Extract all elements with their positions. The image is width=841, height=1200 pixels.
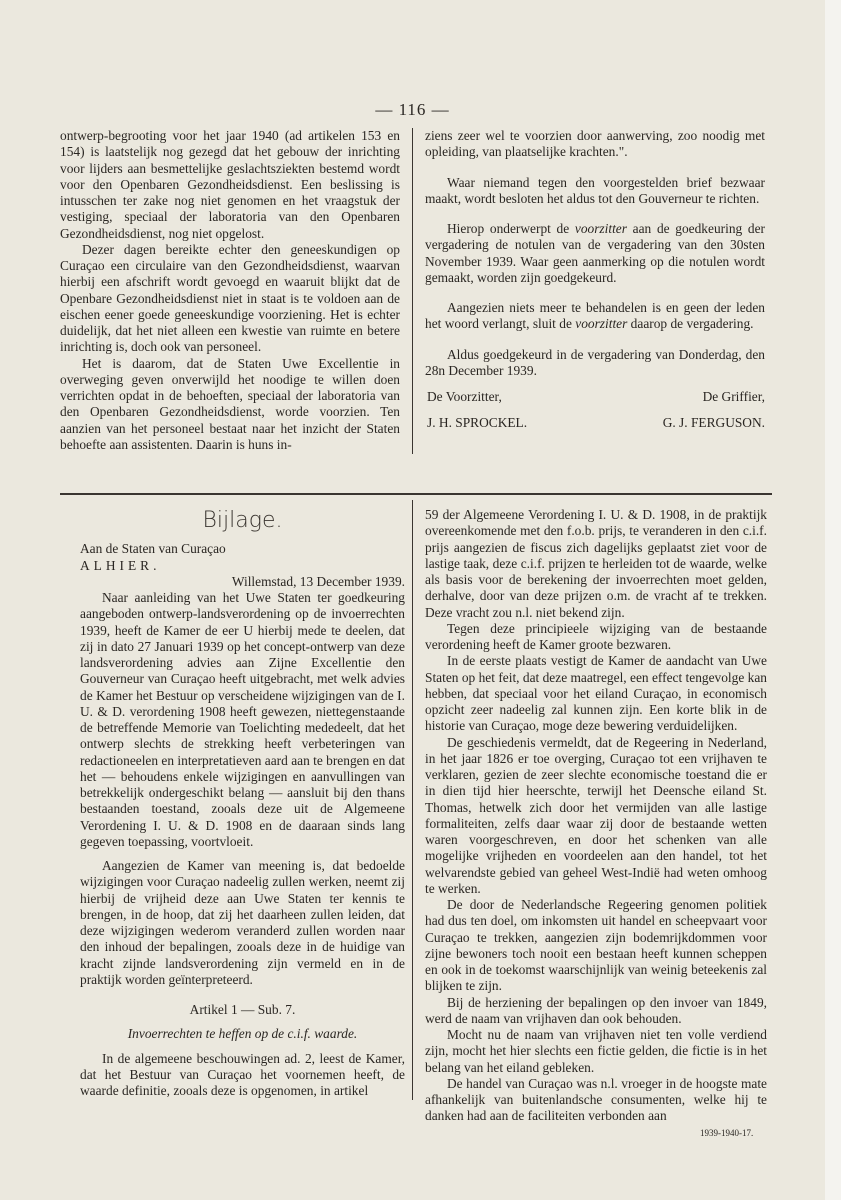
- signature-names: [425, 415, 765, 431]
- address-line: Aan de Staten van Curaçao: [80, 541, 226, 557]
- article-subheading: Invoerrechten te heffen op de c.i.f. waarde.: [127, 1026, 358, 1042]
- paragraph: In de eerste plaats vestigt de Kamer de aandacht van Uwe Staten op het feit, dat deze maatregel, een effect tengevolge kan hebben, dat speciaal voor het eiland Curaçao, in economisch opzicht zeer nadeelig zal kunnen zijn. Een korte blik in de historie van Curaçao, moge deze bewering verduidelijken.: [425, 653, 767, 734]
- paragraph: De handel van Curaçao was n.l. vroeger in de hoogste mate afhankelijk van buitenlandsche consumenten, welke hij te danken had aan de faciliteiten verbonden aan: [425, 1075, 767, 1124]
- signature-titles: [425, 389, 765, 405]
- paragraph: Het is daarom, dat de Staten Uwe Excellentie in overweging geven onverwijld het noodige te willen doen verrichten opdat in de behoeften, speciaal der laboratoria van den Openbaren Gezondheidsdienst, worde voorzien. Ten aanzien van het personeel bestaat naar het inzicht der Staten behoefte aan assistenten. Daarin is huns in-: [60, 355, 400, 452]
- paragraph: Naar aanleiding van het Uwe Staten ter goedkeuring aangeboden ontwerp-landsverordening op de invoerrechten 1939, heeft de Kamer de eer U hierbij mede te deelen, dat zij in dato 27 Januari 1939 op het concept-ontwerp van deze landsverordening advies aan Zijne Excellentie den Gouverneur van Curaçao heeft uitgebracht, met welk advies de Kamer het Bestuur op verscheidene wijzigingen van de I. U. & D. verordening 1908 heeft gewezen, niettegenstaande de betreffende Memorie van Toelichting mededeelt, dat het ontwerp slechts de strekking heeft verbeteringen van redactioneelen en interpretatieven aard aan te brengen en dat het — behoudens enkele wijzigingen en aanvullingen van betrekkelijk ondergeschikt belang — aansluit bij den thans bestaanden toestand, zooals deze uit de Algemeene Verordening I. U. & D. 1908 en de daaraan sinds lang gegeven toepassing, voortvloeit.: [80, 590, 405, 849]
- paragraph: De geschiedenis vermeldt, dat de Regeering in Nederland, in het jaar 1826 er toe overging, Curaçao tot een vrijhaven te verklaren, gezien de zeer slechte economische toestand die er in dien tijd hier heerschte, terwijl het Deensche eiland St. Thomas, hetwelk zich door het vermijden van alle lastige formaliteiten, zelfs daar waar zij door de bestaande wetten waren voorgeschreven, en door het schenken van alle mogelijke vrijheden en voordeelen aan den handel, tot het welvarendste gebied van geheel West-Indië had weten omhoog te werken.: [425, 734, 767, 896]
- address-caps: ALHIER.: [80, 557, 161, 573]
- paragraph: [425, 221, 765, 286]
- column-divider-bottom: [412, 500, 413, 1100]
- column-divider-top: [412, 128, 413, 454]
- paragraph: Aangezien de Kamer van meening is, dat bedoelde wijzigingen voor Curaçao nadeelig zullen werken, neemt zij hierbij de vrijheid deze aan Uwe Staten ter kennis te brengen, in de hoop, dat zij het daarheen zullen leiden, dat deze wijzigingen wederom veranderd zullen worden naar den inhoud der bepalingen, zooals deze in de huidige van kracht zijnde landsverordening zijn vermeld en in de praktijk worden geïnterpreteerd.: [80, 858, 405, 987]
- paragraph: Aldus goedgekeurd in de vergadering van Donderdag, den 28n December 1939.: [425, 346, 765, 378]
- text: Hierop onderwerpt de: [447, 221, 575, 236]
- text-italic: voorzitter: [575, 316, 628, 332]
- paragraph: Dezer dagen bereikte echter den geneeskundigen op Curaçao een circulaire van den Gezondheidsdienst, waarvan hierbij een afschrift wordt gevoegd en waaruit blijkt dat de Openbare Gezondheidsdienst niet in staat is te voldoen aan de eischen eener goede geneeskundige voorziening. Het is echter duidelijk, dat het niet alleen een kwestie van ruimte en betere inrichting is, doch ook van personeel.: [60, 241, 400, 355]
- top-left-column: [60, 128, 400, 453]
- page-number: — 116 —: [375, 100, 450, 119]
- text-italic: voorzitter: [574, 221, 627, 236]
- paragraph: Tegen deze principieele wijziging van de bestaande verordening heeft de Kamer groote bezwaren.: [425, 620, 767, 652]
- paragraph: [425, 300, 765, 333]
- paragraph: De door de Nederlandsche Regeering genomen politiek had dus ten doel, om inkomsten uit handel en scheepvaart voor Curaçao te trekken, aangezien zijn bodemrijkdommen voor zijne bewoners toch nooit een bestaan heeft kunnen scheppen en ook in de toekomst waarschijnlijk van weinig beteekenis zal blijken te zijn.: [425, 897, 767, 994]
- bijlage-title: Bijlage.: [202, 508, 283, 533]
- signature-title-right: De Griffier,: [702, 389, 765, 404]
- section-divider: [60, 493, 772, 495]
- bottom-left-column: [80, 507, 405, 1099]
- paragraph: In de algemeene beschouwingen ad. 2, leest de Kamer, dat het Bestuur van Curaçao het voornemen heeft, de waarde definitie, zooals deze is opgenomen, in artikel: [80, 1050, 405, 1098]
- paragraph: 59 der Algemeene Verordening I. U. & D. 1908, in de praktijk overeenkomende met den f.o.b. prijs, te veranderen in den c.i.f. prijs aangezien de fiscus zich dagelijks geplaatst ziet voor de lastige taak, deze c.i.f. prijzen te herleiden tot de waarde, welke als basis voor de berekening der invoerrechten moet gelden, derhalve, door van deze prijzen o.m. de vracht af te trekken. Deze vracht zou n.l. niet bekend zijn.: [425, 507, 767, 620]
- bottom-right-column: [425, 507, 767, 1125]
- text: aan de goedkeuring der vergadering de notulen van de vergadering van den 30sten November 1939. Waar geen aanmerking op die notulen wordt gemaakt, worden zijn goedgekeurd.: [425, 221, 765, 285]
- paragraph: Mocht nu de naam van vrijhaven niet ten volle verdiend zijn, mocht het hier slechts een fictie gelden, die fictie is in het belang van het eiland gebleken.: [425, 1027, 767, 1075]
- letter-date: Willemstad, 13 December 1939.: [231, 573, 405, 589]
- signature-title-left: De Voorzitter,: [427, 389, 502, 404]
- paragraph: Waar niemand tegen den voorgestelden brief bezwaar maakt, wordt besloten het aldus tot den Gouverneur te richten.: [425, 174, 765, 206]
- text: daarop de vergadering.: [627, 316, 754, 332]
- article-heading: Artikel 1 — Sub. 7.: [189, 1002, 296, 1017]
- text: Aangezien niets meer te behandelen is en geen der leden het woord verlangt, sluit de: [425, 300, 765, 332]
- page-edge: [825, 0, 841, 1200]
- paragraph: ontwerp-begrooting voor het jaar 1940 (ad artikelen 153 en 154) is laatstelijk nog gezegd dat het gebouw der inrichting voor lijders aan besmettelijke geslachtsziekten bestemd wordt voor den Openbaren Gezondheidsdienst. Een beslissing is intusschen ter zake nog niet genomen en het vraagstuk der vestiging, speciaal der laboratoria van den Openbaren Gezondheidsdienst, nog niet opgelost.: [60, 128, 400, 241]
- top-right-column: [425, 128, 765, 432]
- signature-name-right: G. J. FERGUSON.: [662, 415, 765, 431]
- signature-name-left: J. H. SPROCKEL.: [427, 415, 528, 431]
- paragraph: ziens zeer wel te voorzien door aanwerving, zoo noodig met opleiding, van plaatselijke krachten.".: [425, 128, 765, 160]
- paragraph: Bij de herziening der bepalingen op den invoer van 1849, werd de naam van vrijhaven dan ook behouden.: [425, 994, 767, 1026]
- footer-code: 1939-1940-17.: [700, 1128, 754, 1138]
